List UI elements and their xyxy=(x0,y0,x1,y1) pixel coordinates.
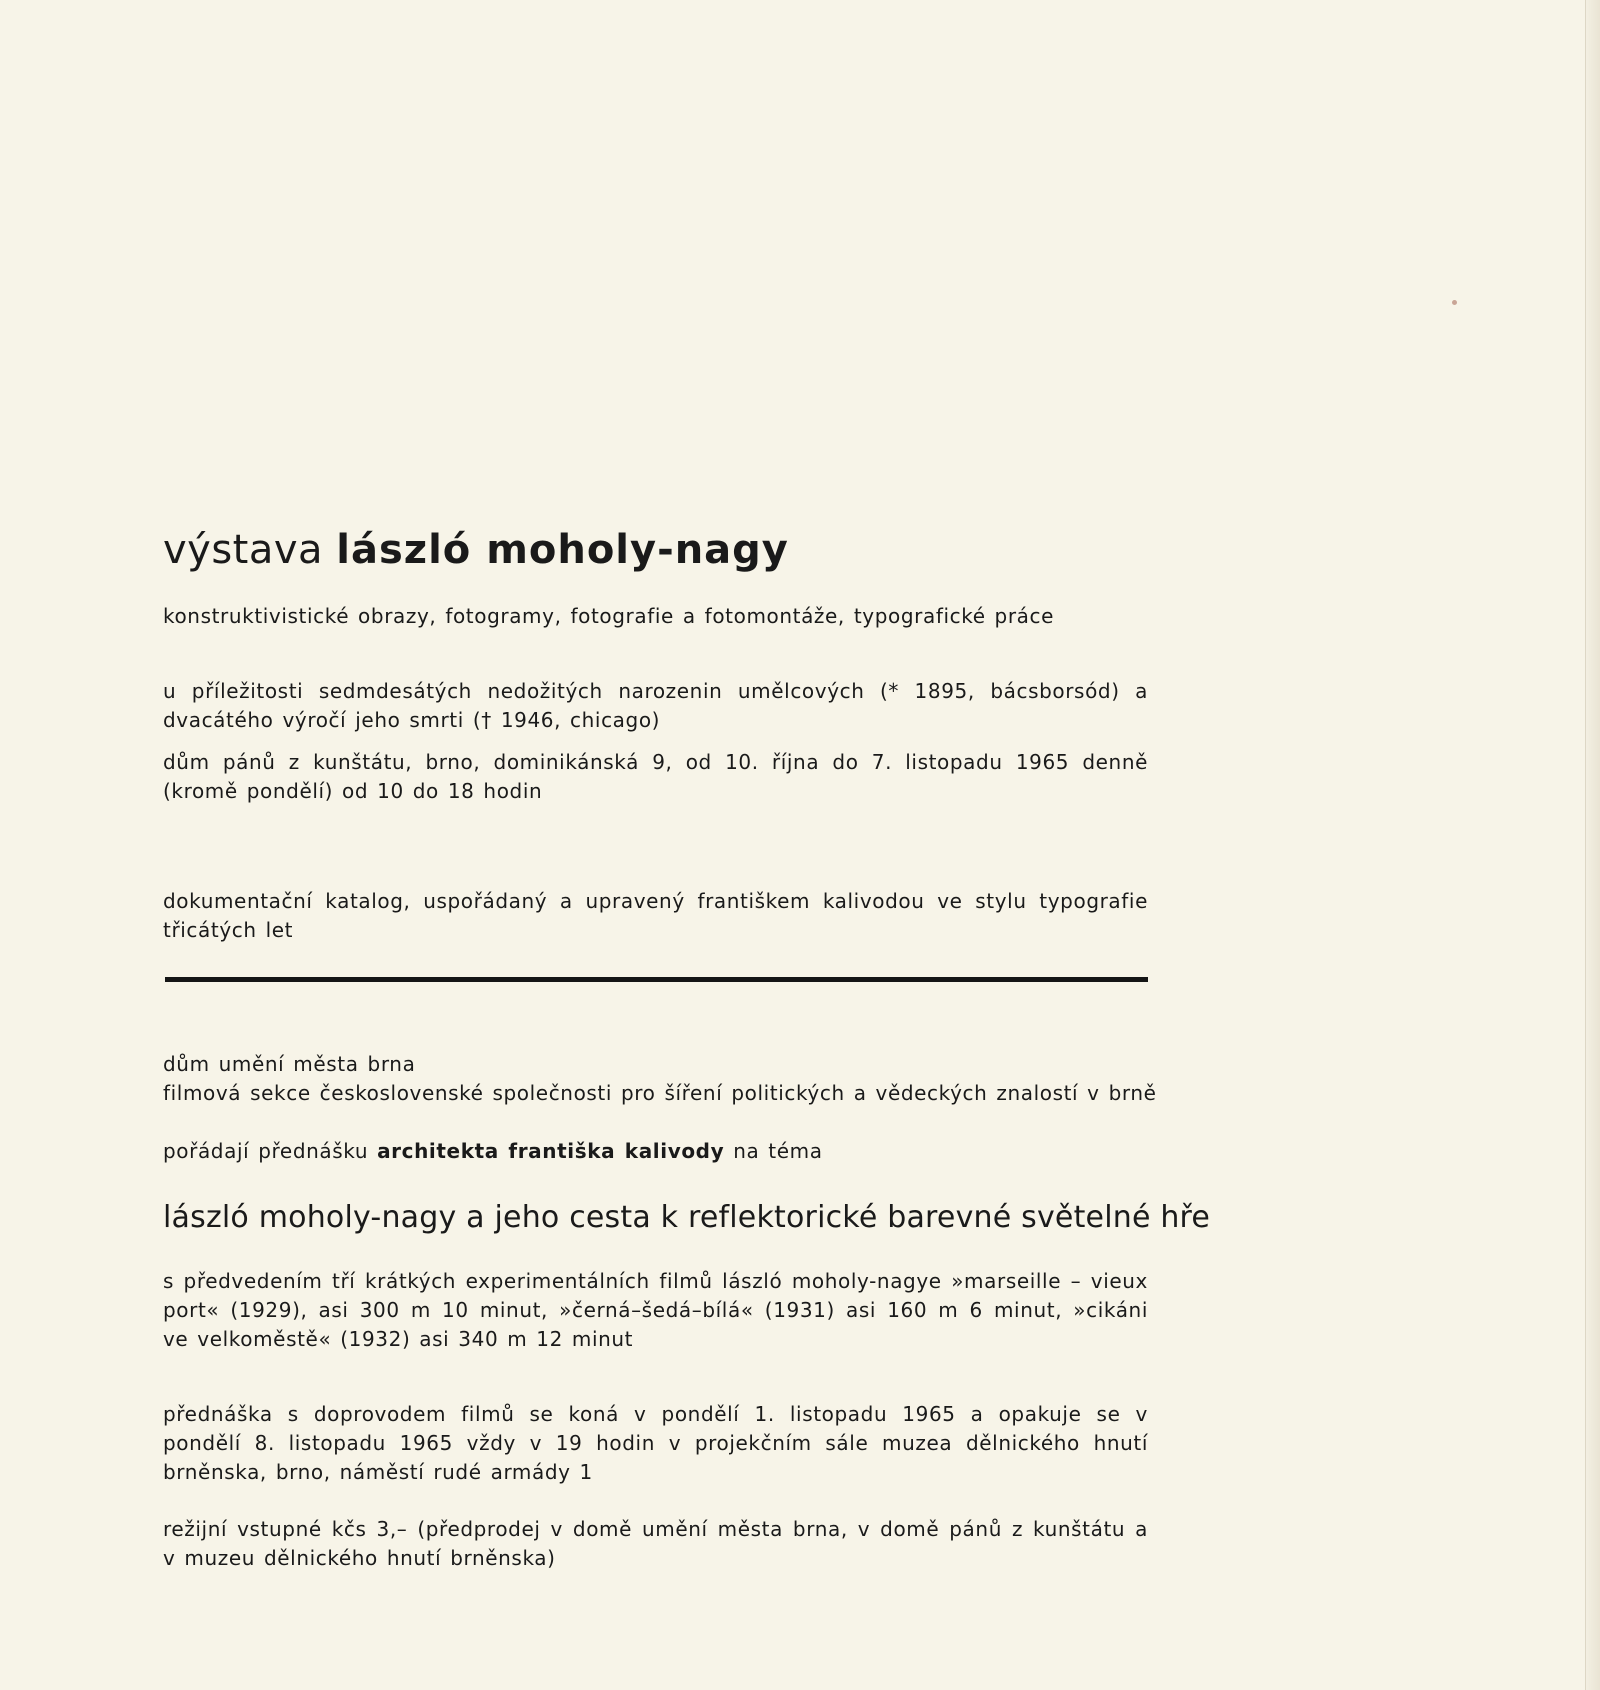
lecture-title: lászló moholy-nagy a jeho cesta k reflektorické barevné světelné hře xyxy=(163,1200,1211,1235)
page-edge xyxy=(1586,0,1600,1690)
organizer-2: filmová sekce československé společnosti pro šíření politických a vědeckých znalostí v brně xyxy=(163,1081,1157,1105)
section-divider xyxy=(165,977,1148,982)
admission-info: režijní vstupné kčs 3,– (předprodej v domě umění města brna, v domě pánů z kunštátu a v muzeu dělnického hnutí brněnska) xyxy=(163,1517,1148,1570)
paper-speck xyxy=(1452,300,1457,305)
exhibition-artist-name: lászló moholy-nagy xyxy=(336,527,789,573)
lecturer-name: architekta františka kalivody xyxy=(377,1139,725,1163)
film-screenings: s předvedením tří krátkých experimentálních filmů lászló moholy-nagye »marseille – vieux port« (1929), asi 300 m 10 minut, »černá–šedá–bílá« (1931) asi 160 m 6 minut, »cikáni ve velkoměstě« (1932) asi 340 m 12 minut xyxy=(163,1269,1148,1351)
catalog-note: dokumentační katalog, uspořádaný a upravený františkem kalivodou ve stylu typografie třicátých let xyxy=(163,889,1148,942)
exhibition-venue: dům pánů z kunštátu, brno, dominikánská 9, od 10. října do 7. listopadu 1965 denně (kromě pondělí) od 10 do 18 hodin xyxy=(163,750,1148,803)
lecture-schedule: přednáška s doprovodem filmů se koná v pondělí 1. listopadu 1965 a opakuje se v pondělí 8. listopadu 1965 vždy v 19 hodin v projekčním sále muzea dělnického hnutí brněnska, brno, náměstí rudé armády 1 xyxy=(163,1402,1148,1484)
lecture-intro xyxy=(163,1137,1148,1166)
exhibition-subtitle: konstruktivistické obrazy, fotogramy, fotografie a fotomontáže, typografické práce xyxy=(163,604,1055,628)
organizer-1: dům umění města brna xyxy=(163,1052,416,1076)
lecture-intro-before: pořádají přednášku xyxy=(163,1139,378,1163)
exhibition-title-lead: výstava xyxy=(163,527,324,573)
exhibition-occasion: u příležitosti sedmdesátých nedožitých narozenin umělcových (* 1895, bácsborsód) a dvacátého výročí jeho smrti († 1946, chicago) xyxy=(163,679,1148,732)
lecture-intro-after: na téma xyxy=(724,1139,823,1163)
exhibition-title xyxy=(163,522,1148,578)
